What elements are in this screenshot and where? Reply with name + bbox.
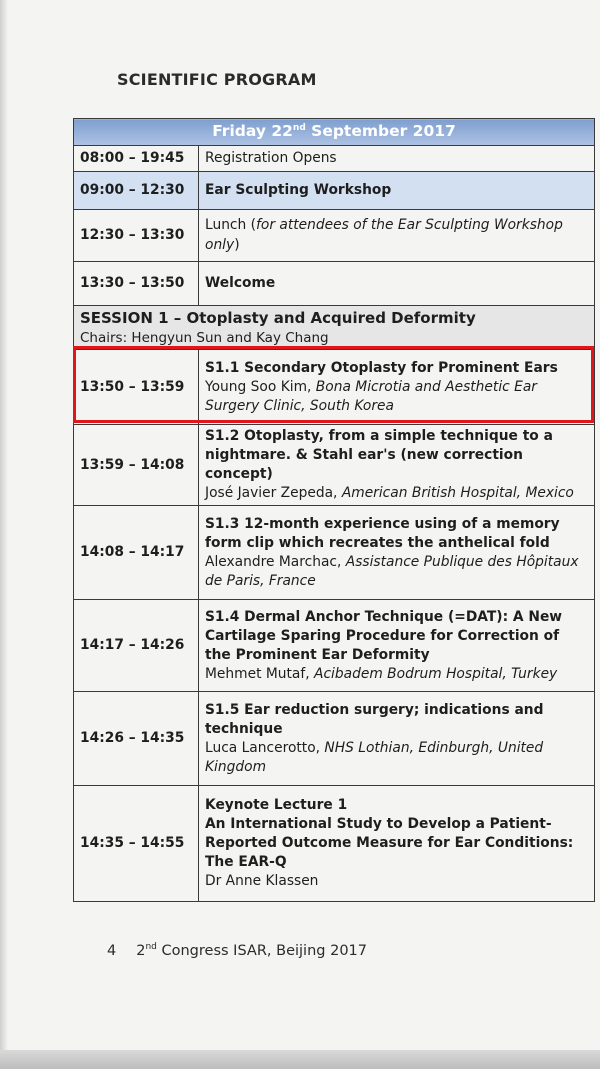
time-cell: 13:30 – 13:50 — [74, 262, 199, 306]
keynote-title: An International Study to Develop a Patient-Reported Outcome Measure for Ear Conditions: The EAR-Q — [205, 816, 574, 871]
talk-row — [74, 692, 595, 786]
page-title: SCIENTIFIC PROGRAM — [117, 70, 317, 89]
footer-text: 2nd Congress ISAR, Beijing 2017 — [136, 942, 367, 959]
talk-cell: S1.2 Otoplasty, from a simple technique to a nightmare. & Stahl ear's (new correction concept) José Javier Zepeda, American British Hospital, Mexico — [199, 425, 595, 506]
keynote-label: Keynote Lecture 1 — [205, 797, 348, 814]
event-cell: Registration Opens — [199, 146, 595, 172]
time-cell: 13:50 – 13:59 — [74, 350, 199, 425]
talk-cell: S1.3 12-month experience using of a memory form clip which recreates the anthelical fold Alexandre Marchac, Assistance Publique des Hôpitaux de Paris, France — [199, 506, 595, 600]
time-cell: 13:59 – 14:08 — [74, 425, 199, 506]
day-header: Friday 22nd September 2017 — [74, 119, 595, 146]
event-cell: Lunch (for attendees of the Ear Sculpting Workshop only) — [199, 210, 595, 262]
talk-cell: S1.5 Ear reduction surgery; indications and technique Luca Lancerotto, NHS Lothian, Edinburgh, United Kingdom — [199, 692, 595, 786]
talk-row — [74, 506, 595, 600]
program-table — [73, 118, 595, 902]
session-header-row — [74, 306, 595, 350]
day-header-row — [74, 119, 595, 146]
time-cell: 14:35 – 14:55 — [74, 786, 199, 902]
page-edge-shadow — [0, 0, 8, 1069]
table-row — [74, 172, 595, 210]
keynote-speaker: Dr Anne Klassen — [205, 873, 319, 890]
time-cell: 08:00 – 19:45 — [74, 146, 199, 172]
session-header — [74, 306, 595, 350]
page-bottom-edge — [0, 1050, 600, 1069]
keynote-cell — [199, 786, 595, 902]
table-row — [74, 146, 595, 172]
talk-row — [74, 600, 595, 692]
page-number: 4 — [107, 942, 117, 959]
session-title: SESSION 1 – Otoplasty and Acquired Deformity — [80, 309, 476, 327]
time-cell: 12:30 – 13:30 — [74, 210, 199, 262]
time-cell: 14:08 – 14:17 — [74, 506, 199, 600]
table-row — [74, 262, 595, 306]
talk-cell: S1.1 Secondary Otoplasty for Prominent Ears Young Soo Kim, Bona Microtia and Aesthetic Ear Surgery Clinic, South Korea — [199, 350, 595, 425]
session-chairs: Chairs: Hengyun Sun and Kay Chang — [80, 329, 329, 346]
time-cell: 09:00 – 12:30 — [74, 172, 199, 210]
time-cell: 14:26 – 14:35 — [74, 692, 199, 786]
table-row — [74, 210, 595, 262]
page-footer — [107, 942, 367, 959]
keynote-row — [74, 786, 595, 902]
event-cell: Ear Sculpting Workshop — [199, 172, 595, 210]
time-cell: 14:17 – 14:26 — [74, 600, 199, 692]
talk-row — [74, 425, 595, 506]
talk-row — [74, 350, 595, 425]
event-cell: Welcome — [199, 262, 595, 306]
talk-cell: S1.4 Dermal Anchor Technique (=DAT): A New Cartilage Sparing Procedure for Correction of the Prominent Ear Deformity Mehmet Mutaf, Acibadem Bodrum Hospital, Turkey — [199, 600, 595, 692]
